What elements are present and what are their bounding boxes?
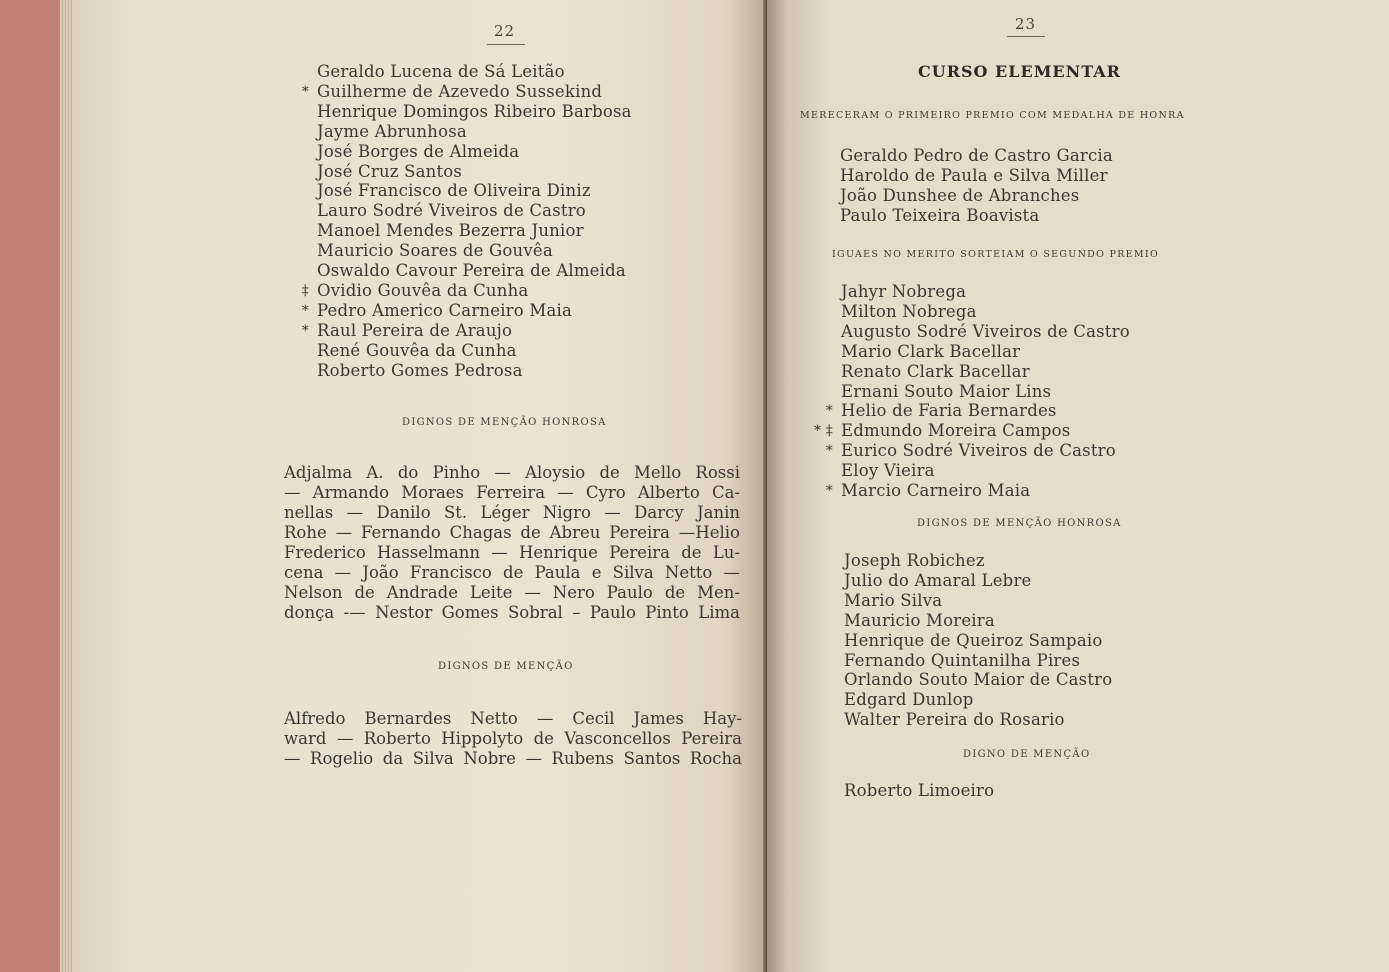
list-item bbox=[844, 571, 1112, 591]
honor-mark: * bbox=[825, 403, 833, 420]
paragraph-line: Adjalma A. do Pinho — Aloysio de Mello Rossi bbox=[284, 463, 740, 482]
honor-mark: * ‡ bbox=[813, 423, 833, 440]
paragraph-line: nellas — Danilo St. Léger Nigro — Darcy Janin bbox=[284, 503, 740, 522]
student-name: Augusto Sodré Viveiros de Castro bbox=[841, 321, 1130, 341]
paragraph-line: cena — João Francisco de Paula e Silva Netto — bbox=[284, 563, 740, 582]
right-honorable-heading: DIGNOS DE MENÇÃO HONROSA bbox=[917, 518, 1122, 529]
list-item bbox=[317, 241, 632, 261]
list-item bbox=[317, 221, 632, 241]
list-item bbox=[317, 142, 632, 162]
honor-mark: * bbox=[301, 83, 309, 100]
student-name: Guilherme de Azevedo Sussekind bbox=[317, 81, 603, 101]
right-honorable-list bbox=[844, 551, 1112, 730]
paragraph-line: ward — Roberto Hippolyto de Vasconcellos Pereira bbox=[284, 729, 742, 748]
list-item bbox=[317, 62, 632, 82]
list-item bbox=[840, 186, 1113, 206]
page-number-rule-left bbox=[487, 44, 525, 45]
student-name: Oswaldo Cavour Pereira de Almeida bbox=[317, 261, 626, 281]
list-item bbox=[840, 146, 1113, 166]
student-name: Roberto Limoeiro bbox=[844, 781, 995, 800]
list-item bbox=[825, 481, 1130, 501]
list-item bbox=[317, 201, 632, 221]
paragraph-line: Rohe — Fernando Chagas de Abreu Pereira —Helio bbox=[284, 523, 740, 542]
list-item bbox=[844, 690, 1112, 710]
paragraph-line: — Armando Moraes Ferreira — Cyro Alberto Ca- bbox=[284, 483, 740, 502]
paragraph-line: Frederico Hasselmann — Henrique Pereira de Lu- bbox=[284, 543, 740, 562]
list-item bbox=[840, 166, 1113, 186]
page-number-left: 22 bbox=[494, 22, 516, 40]
student-name: Eloy Vieira bbox=[841, 461, 935, 481]
student-name: Mario Clark Bacellar bbox=[841, 341, 1021, 361]
first-prize-heading: MERECERAM O PRIMEIRO PREMIO COM MEDALHA DE HONRA bbox=[800, 110, 1185, 121]
left-honorable-heading: DIGNOS DE MENÇÃO HONROSA bbox=[402, 417, 607, 428]
list-item bbox=[301, 300, 632, 321]
student-name: Mario Silva bbox=[844, 590, 943, 610]
honor-mark: * bbox=[825, 483, 833, 500]
list-item bbox=[841, 461, 1130, 481]
page-number-right: 23 bbox=[1015, 15, 1037, 33]
student-name: René Gouvêa da Cunha bbox=[317, 340, 517, 360]
second-prize-list bbox=[813, 282, 1130, 501]
left-honorable-paragraph bbox=[284, 463, 740, 623]
list-item bbox=[317, 181, 632, 201]
student-name: Geraldo Pedro de Castro Garcia bbox=[840, 146, 1113, 165]
right-page bbox=[767, 0, 1389, 972]
honor-mark: * bbox=[825, 443, 833, 460]
student-name: Henrique de Queiroz Sampaio bbox=[844, 630, 1103, 650]
student-name: Jahyr Nobrega bbox=[841, 282, 967, 301]
list-item bbox=[317, 162, 632, 182]
honor-mark: * bbox=[301, 322, 309, 339]
list-item bbox=[841, 382, 1130, 402]
student-name: Eurico Sodré Viveiros de Castro bbox=[841, 441, 1116, 461]
student-name: Pedro Americo Carneiro Maia bbox=[317, 300, 572, 320]
list-item bbox=[844, 670, 1112, 690]
student-name: Renato Clark Bacellar bbox=[841, 361, 1030, 381]
paragraph-line: — Rogelio da Silva Nobre — Rubens Santos Rocha bbox=[284, 749, 742, 768]
paragraph-line: Alfredo Bernardes Netto — Cecil James Hay- bbox=[284, 709, 742, 728]
first-prize-list bbox=[840, 146, 1113, 226]
list-item bbox=[825, 401, 1130, 421]
student-name: Ovidio Gouvêa da Cunha bbox=[317, 280, 529, 300]
student-name: Marcio Carneiro Maia bbox=[841, 481, 1031, 501]
student-name: Helio de Faria Bernardes bbox=[841, 401, 1057, 421]
list-item bbox=[840, 206, 1113, 226]
left-name-list bbox=[301, 62, 632, 381]
student-name: José Cruz Santos bbox=[317, 161, 463, 181]
honor-mark: ‡ bbox=[301, 282, 309, 299]
list-item bbox=[844, 781, 994, 801]
list-item bbox=[317, 361, 632, 381]
student-name: Joseph Robichez bbox=[844, 551, 985, 570]
left-page bbox=[72, 0, 767, 972]
list-item bbox=[844, 710, 1112, 730]
student-name: Haroldo de Paula e Silva Miller bbox=[840, 165, 1108, 185]
list-item bbox=[317, 261, 632, 281]
left-mention-heading: DIGNOS DE MENÇÃO bbox=[438, 661, 574, 672]
list-item bbox=[317, 102, 632, 122]
student-name: Geraldo Lucena de Sá Leitão bbox=[317, 62, 565, 81]
right-mention-list bbox=[844, 781, 994, 801]
student-name: Henrique Domingos Ribeiro Barbosa bbox=[317, 101, 632, 121]
list-item bbox=[841, 342, 1130, 362]
list-item bbox=[317, 341, 632, 361]
student-name: Milton Nobrega bbox=[841, 301, 977, 321]
student-name: Ernani Souto Maior Lins bbox=[841, 381, 1052, 401]
second-prize-heading: IGUAES NO MERITO SORTEIAM O SEGUNDO PREMIO bbox=[832, 249, 1160, 260]
list-item bbox=[841, 282, 1130, 302]
list-item bbox=[825, 441, 1130, 461]
student-name: Lauro Sodré Viveiros de Castro bbox=[317, 201, 586, 221]
student-name: Orlando Souto Maior de Castro bbox=[844, 670, 1113, 690]
list-item bbox=[844, 551, 1112, 571]
student-name: Paulo Teixeira Boavista bbox=[840, 205, 1040, 225]
student-name: Mauricio Soares de Gouvêa bbox=[317, 241, 553, 261]
student-name: Fernando Quintanilha Pires bbox=[844, 650, 1081, 670]
student-name: José Borges de Almeida bbox=[317, 141, 520, 161]
list-item bbox=[841, 322, 1130, 342]
list-item bbox=[301, 280, 632, 301]
student-name: Julio do Amaral Lebre bbox=[844, 570, 1032, 590]
student-name: Edmundo Moreira Campos bbox=[841, 421, 1071, 441]
list-item bbox=[301, 81, 632, 102]
list-item bbox=[301, 320, 632, 341]
student-name: Edgard Dunlop bbox=[844, 690, 974, 710]
student-name: Mauricio Moreira bbox=[844, 610, 995, 630]
list-item bbox=[813, 421, 1130, 441]
list-item bbox=[844, 611, 1112, 631]
list-item bbox=[841, 362, 1130, 382]
right-mention-heading: DIGNO DE MENÇÃO bbox=[963, 749, 1091, 760]
course-title: CURSO ELEMENTAR bbox=[918, 62, 1121, 81]
student-name: José Francisco de Oliveira Diniz bbox=[317, 181, 591, 201]
list-item bbox=[317, 122, 632, 142]
list-item bbox=[844, 651, 1112, 671]
student-name: Walter Pereira do Rosario bbox=[844, 710, 1065, 730]
page-number-rule-right bbox=[1007, 36, 1045, 37]
student-name: João Dunshee de Abranches bbox=[840, 185, 1080, 205]
paragraph-line: Nelson de Andrade Leite — Nero Paulo de Men- bbox=[284, 583, 740, 602]
student-name: Raul Pereira de Araujo bbox=[317, 320, 513, 340]
honor-mark: * bbox=[301, 302, 309, 319]
list-item bbox=[841, 302, 1130, 322]
student-name: Manoel Mendes Bezerra Junior bbox=[317, 221, 584, 241]
student-name: Roberto Gomes Pedrosa bbox=[317, 360, 523, 380]
list-item bbox=[844, 631, 1112, 651]
left-mention-paragraph bbox=[284, 709, 742, 769]
student-name: Jayme Abrunhosa bbox=[317, 121, 467, 141]
paragraph-line: donça -— Nestor Gomes Sobral – Paulo Pinto Lima bbox=[284, 603, 740, 622]
list-item bbox=[844, 591, 1112, 611]
